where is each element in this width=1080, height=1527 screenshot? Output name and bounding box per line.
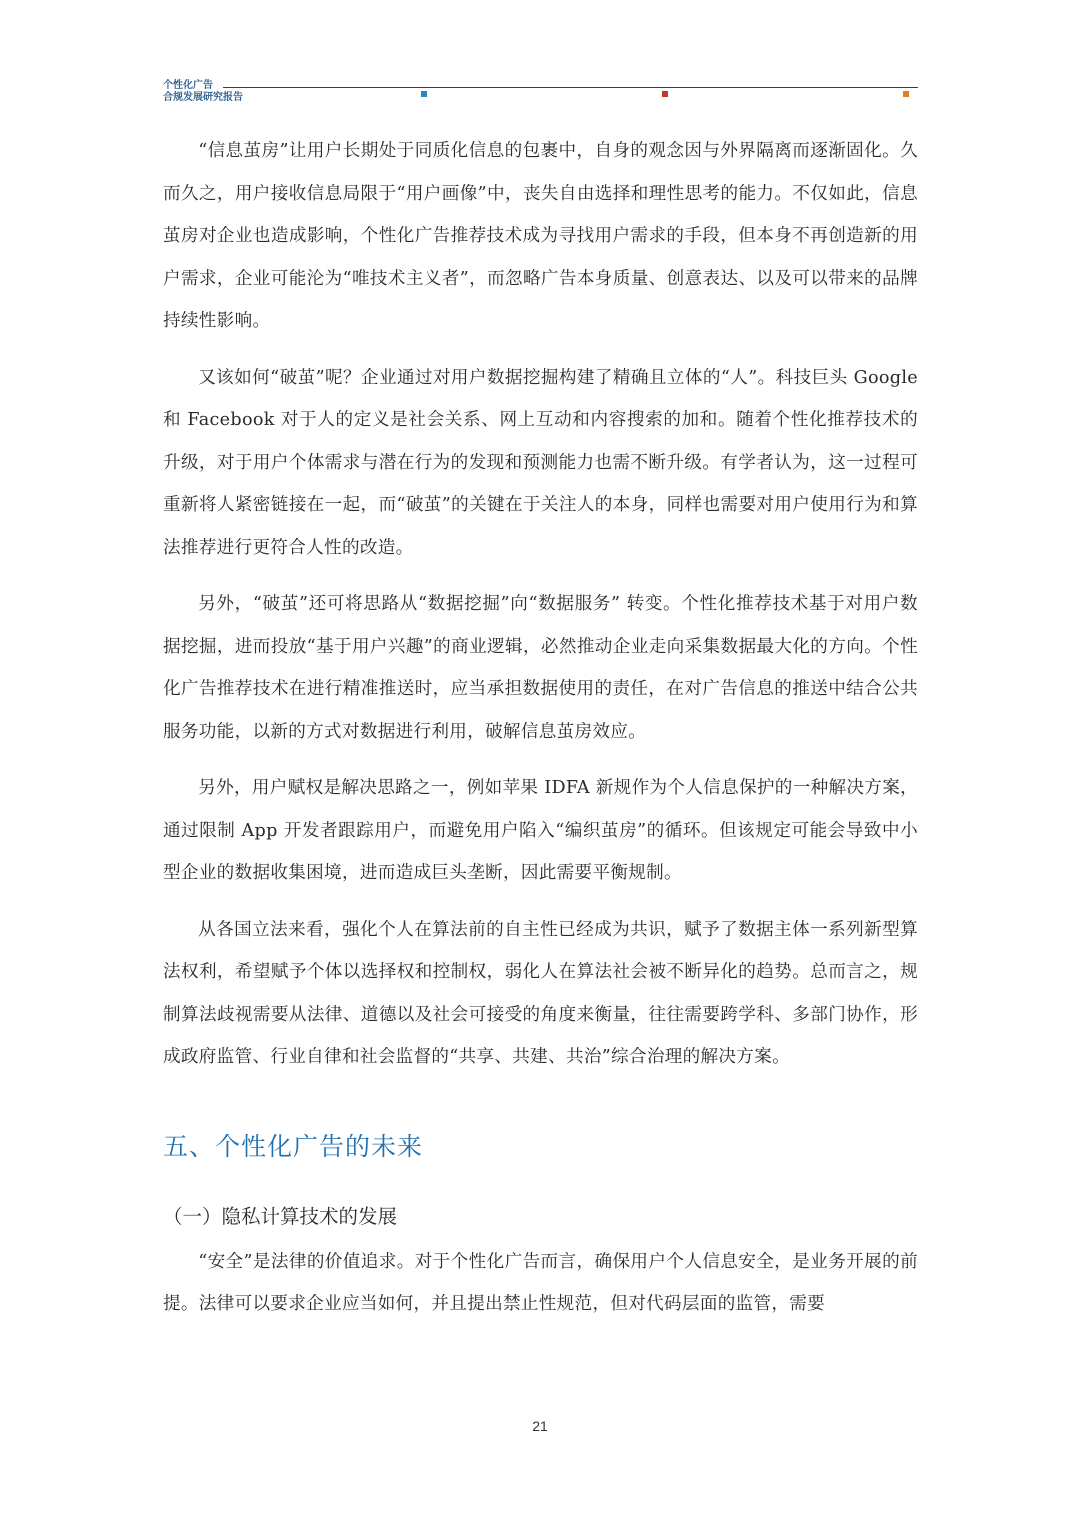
header-rule [223, 87, 918, 88]
paragraph: “安全”是法律的价值追求。对于个性化广告而言，确保用户个人信息安全，是业务开展的前提。法律可以要求企业应当如何，并且提出禁止性规范，但对代码层面的监管，需要 [163, 1251, 918, 1314]
sub-heading: （一）隐私计算技术的发展 [163, 1204, 398, 1228]
paragraph: “信息茧房”让用户长期处于同质化信息的包裹中，自身的观念因与外界隔离而逐渐固化。久而久之，用户接收信息局限于“用户画像”中，丧失自由选择和理性思考的能力。不仅如此，信息茧房对企业也造成影响，个性化广告推荐技术成为寻找用户需求的手段，但本身不再创造新的用户需求，企业可能沦为“唯技术主义者”，而忽略广告本身质量、创意表达、以及可以带来的品牌持续性影响。 [163, 141, 918, 331]
page-number: 21 [532, 1418, 548, 1434]
paragraph: 从各国立法来看，强化个人在算法前的自主性已经成为共识，赋予了数据主体一系列新型算法权利，希望赋予个体以选择权和控制权，弱化人在算法社会被不断异化的趋势。总而言之，规制算法歧视需要从法律、道德以及社会可接受的角度来衡量，往往需要跨学科、多部门协作，形成政府监管、行业自律和社会监督的“共享、共建、共治”综合治理的解决方案。 [163, 919, 918, 1067]
report-title-line2: 合规发展研究报告 [163, 92, 243, 103]
page-header [163, 80, 918, 110]
paragraph: 另外，“破茧”还可将思路从“数据挖掘”向“数据服务” 转变。个性化推荐技术基于对用户数据挖掘，进而投放“基于用户兴趣”的商业逻辑，必然推动企业走向采集数据最大化的方向。个性化广告推荐技术在进行精准推送时，应当承担数据使用的责任，在对广告信息的推送中结合公共服务功能，以新的方式对数据进行利用，破解信息茧房效应。 [163, 594, 918, 742]
header-marker-orange [903, 91, 909, 97]
section-heading: 五、个性化广告的未来 [163, 1131, 424, 1161]
header-marker-red [662, 91, 668, 97]
page-body [163, 130, 918, 1340]
report-title-line1: 个性化广告 [163, 80, 213, 91]
paragraph: 另外，用户赋权是解决思路之一，例如苹果 IDFA 新规作为个人信息保护的一种解决方案，通过限制 App 开发者跟踪用户，而避免用户陷入“编织茧房”的循环。但该规定可能会导致中小型企业的数据收集困境，进而造成巨头垄断，因此需要平衡规制。 [163, 778, 918, 883]
report-title [163, 80, 243, 104]
paragraph: 又该如何“破茧”呢？企业通过对用户数据挖掘构建了精确且立体的“人”。科技巨头 Google 和 Facebook 对于人的定义是社会关系、网上互动和内容搜索的加和。随着个性化推荐技术的升级，对于用户个体需求与潜在行为的发现和预测能力也需不断升级。有学者认为，这一过程可重新将人紧密链接在一起，而“破茧”的关键在于关注人的本身，同样也需要对用户使用行为和算法推荐进行更符合人性的改造。 [163, 367, 918, 558]
header-marker-blue [421, 91, 427, 97]
